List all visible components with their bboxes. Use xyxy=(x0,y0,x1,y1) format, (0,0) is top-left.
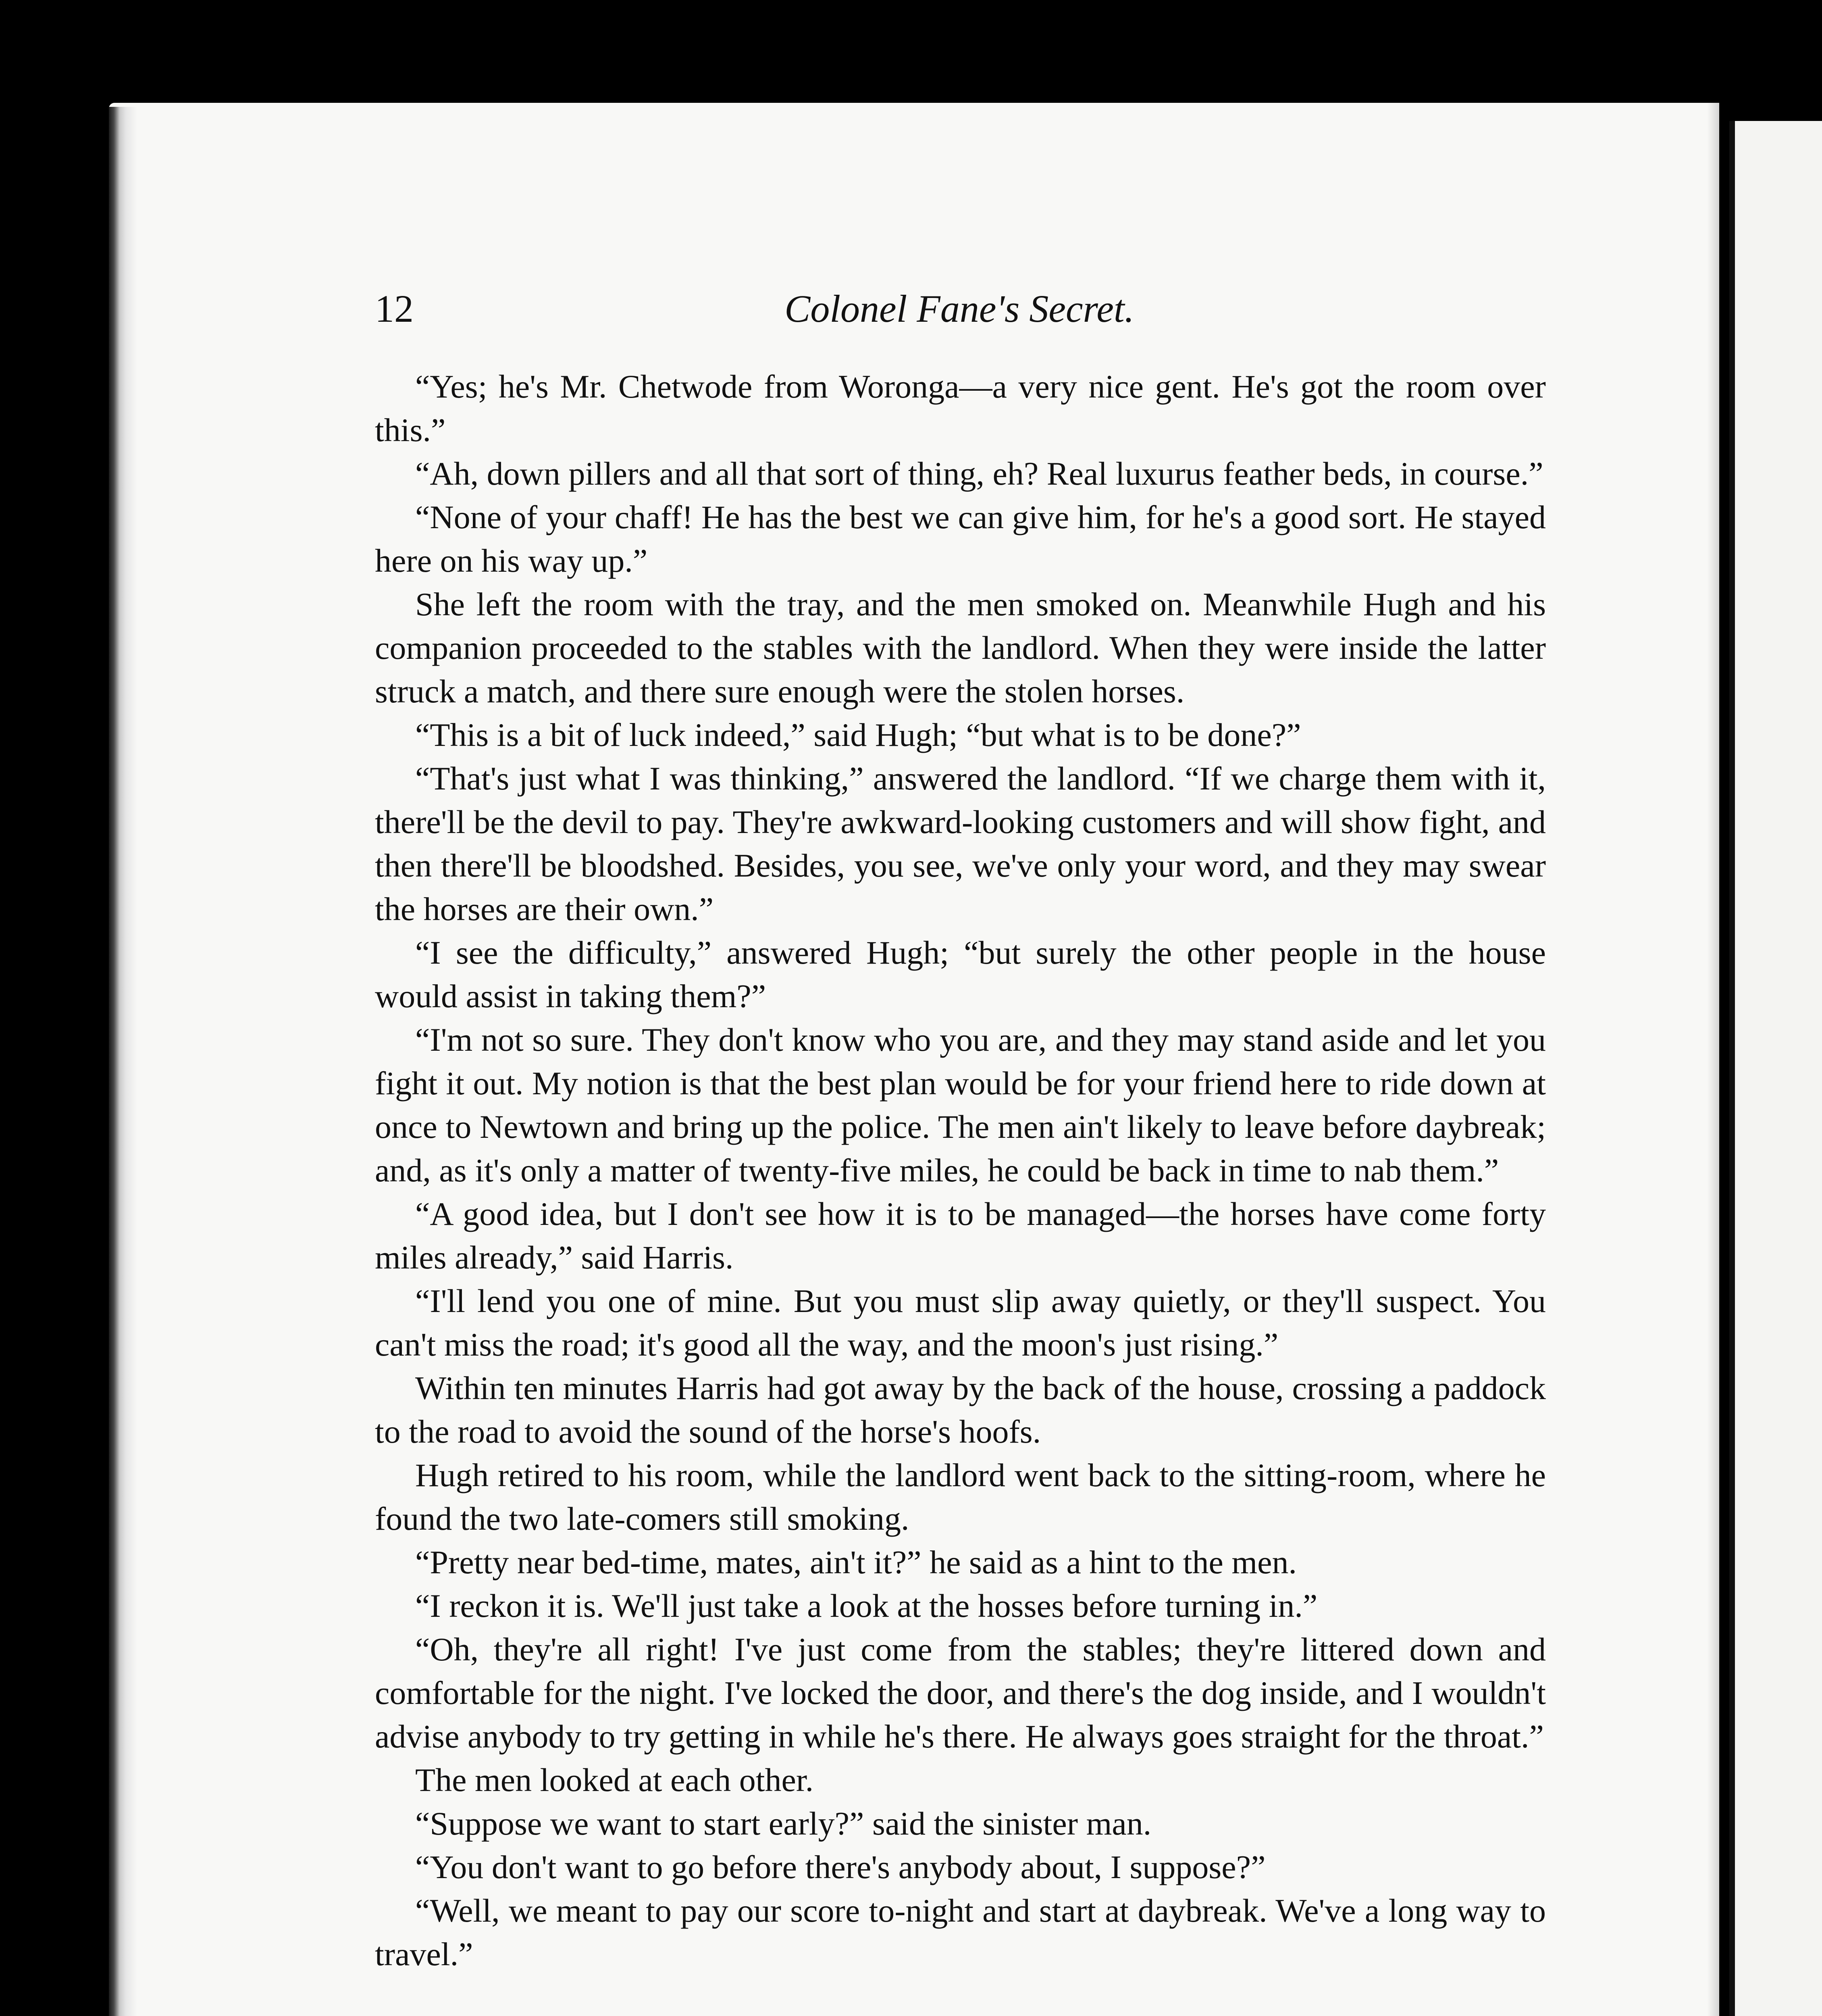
page-number: 12 xyxy=(375,287,414,330)
paragraph: “That's just what I was thinking,” answered the landlord. “If we charge them with it, there'll be the devil to pay. They're awkward-looking customers and will show fight, and then there'll be bloodshed. Besides, you see, we've only your word, and they may swear the horses are their own.” xyxy=(375,760,1546,927)
page-gutter-shadow xyxy=(109,107,137,2016)
page-right-shadow xyxy=(1707,103,1719,2016)
paragraph: “This is a bit of luck indeed,” said Hugh; “but what is to be done?” xyxy=(415,716,1301,753)
paragraph: Hugh retired to his room, while the landlord went back to the sitting-room, where he found the two late-comers still smoking. xyxy=(375,1457,1546,1537)
paragraph: “I see the difficulty,” answered Hugh; “but surely the other people in the house would assist in taking them?” xyxy=(375,934,1546,1014)
paragraph: “I'm not so sure. They don't know who you are, and they may stand aside and let you fight it out. My notion is that the best plan would be for your friend here to ride down at once to Newtown and bring up the police. The men ain't likely to leave before daybreak; and, as it's only a matter of twenty-five miles, he could be back in time to nab them.” xyxy=(375,1021,1546,1189)
paragraph: “Ah, down pillers and all that sort of thing, eh? Real luxurus feather beds, in course.” xyxy=(415,455,1543,492)
paragraph: “I'll lend you one of mine. But you must slip away quietly, or they'll suspect. You can't miss the road; it's good all the way, and the moon's just rising.” xyxy=(375,1283,1546,1363)
paragraph: “None of your chaff! He has the best we can give him, for he's a good sort. He stayed here on his way up.” xyxy=(375,499,1546,579)
paragraph: She left the room with the tray, and the men smoked on. Meanwhile Hugh and his companion proceeded to the stables with the landlord. When they were inside the latter struck a match, and there sure enough were the stolen horses. xyxy=(375,586,1546,710)
paragraph: Within ten minutes Harris had got away by the back of the house, crossing a paddock to the road to avoid the sound of the horse's hoofs. xyxy=(375,1370,1546,1450)
paragraph: “Suppose we want to start early?” said the sinister man. xyxy=(415,1805,1152,1842)
paragraph: “Well, we meant to pay our score to-night and start at daybreak. We've a long way to travel.” xyxy=(375,1892,1546,1972)
paragraph: “I reckon it is. We'll just take a look at the hosses before turning in.” xyxy=(415,1587,1318,1624)
page-header xyxy=(375,286,1544,343)
paragraph: “Pretty near bed-time, mates, ain't it?” he said as a hint to the men. xyxy=(415,1544,1297,1581)
paragraph: “Yes; he's Mr. Chetwode from Woronga—a very nice gent. He's got the room over this.” xyxy=(375,368,1546,448)
paragraph: “Oh, they're all right! I've just come from the stables; they're littered down and comfortable for the night. I've locked the door, and there's the dog inside, and I wouldn't advise anybody to try getting in while he's there. He always goes straight for the throat.” xyxy=(375,1631,1546,1755)
body-text xyxy=(375,365,1546,1976)
next-page-edge xyxy=(1729,121,1822,2016)
paragraph: “A good idea, but I don't see how it is to be managed—the horses have come forty miles already,” said Harris. xyxy=(375,1195,1546,1276)
paragraph: “You don't want to go before there's anybody about, I suppose?” xyxy=(415,1849,1266,1885)
paragraph: The men looked at each other. xyxy=(415,1762,814,1798)
running-title: Colonel Fane's Secret. xyxy=(784,287,1134,330)
